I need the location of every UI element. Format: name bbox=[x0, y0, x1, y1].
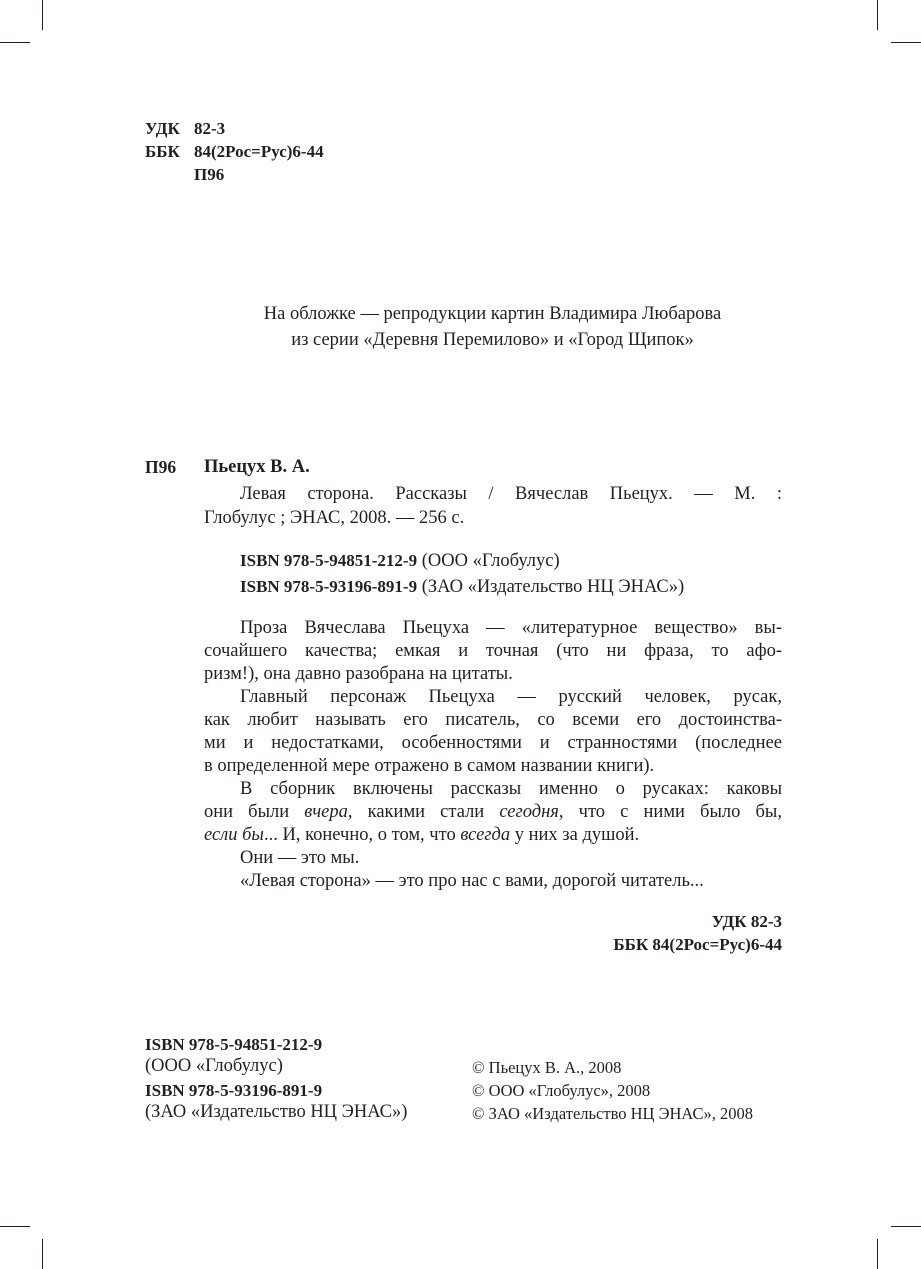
catalog-title-line-1: Левая сторона. Рассказы / Вячеслав Пьецух. — М. : bbox=[240, 484, 782, 504]
annotation-p2-line-1: Главный персонаж Пьецуха — русский человек, русак, bbox=[240, 687, 782, 707]
crop-mark-bottom-right-vertical bbox=[877, 1239, 878, 1269]
catalog-bbk: ББК 84(2Рос=Рус)6-44 bbox=[613, 935, 782, 954]
crop-mark-top-left-horizontal bbox=[0, 42, 30, 43]
catalog-mark: П96 bbox=[145, 457, 177, 477]
catalog-title-line-2: Глобулус ; ЭНАС, 2008. — 256 с. bbox=[204, 508, 465, 528]
annotation-p2-line-2: как любит называть его писатель, со всеми его достоинства- bbox=[204, 710, 782, 730]
catalog-udk: УДК 82-3 bbox=[711, 912, 782, 931]
copyright-3: © ЗАО «Издательство НЦ ЭНАС», 2008 bbox=[472, 1104, 753, 1123]
annotation-p4: Они — это мы. bbox=[240, 848, 360, 868]
isbn-2-publisher: (ЗАО «Издательство НЦ ЭНАС») bbox=[421, 577, 685, 597]
annotation-p3-line-3: если бы... И, конечно, о том, что всегда у них за душой. bbox=[204, 825, 640, 845]
imprint-isbn-1-publisher: (ООО «Глобулус) bbox=[145, 1056, 283, 1076]
crop-mark-bottom-left-vertical bbox=[42, 1239, 43, 1269]
author-mark: П96 bbox=[194, 165, 225, 184]
italic-vchera: вчера bbox=[304, 802, 348, 822]
crop-mark-top-right-vertical bbox=[877, 0, 878, 30]
italic-segodnya: сегодня bbox=[499, 802, 559, 822]
annotation-p5: «Левая сторона» — это про нас с вами, дорогой читатель... bbox=[240, 871, 704, 891]
cover-note-line-2: из серии «Деревня Перемилово» и «Город Щипок» bbox=[291, 330, 694, 350]
crop-mark-top-left-vertical bbox=[42, 0, 43, 30]
classification-codes bbox=[145, 117, 324, 186]
udk-value: 82-3 bbox=[194, 119, 226, 138]
annotation-p3-line-2: они были вчера, какими стали сегодня, что с ними было бы, bbox=[204, 802, 782, 822]
bbk-label: ББК bbox=[145, 142, 180, 161]
catalog-author: Пьецух В. А. bbox=[204, 457, 310, 477]
udk-label: УДК bbox=[145, 119, 180, 138]
crop-mark-bottom-right-horizontal bbox=[891, 1226, 921, 1227]
isbn-1-number: ISBN 978-5-94851-212-9 bbox=[240, 551, 418, 570]
copyright-1: © Пьецух В. А., 2008 bbox=[472, 1058, 622, 1077]
annotation-p2-line-4: в определенной мере отражено в самом названии книги). bbox=[204, 756, 655, 776]
annotation-p1-line-1: Проза Вячеслава Пьецуха — «литературное вещество» вы- bbox=[240, 618, 782, 638]
catalog-isbn-1 bbox=[240, 551, 560, 572]
annotation-p3-line-1: В сборник включены рассказы именно о русаках: каковы bbox=[240, 779, 782, 799]
crop-mark-top-right-horizontal bbox=[891, 42, 921, 43]
crop-mark-bottom-left-horizontal bbox=[0, 1226, 30, 1227]
italic-vsegda: всегда bbox=[460, 825, 511, 845]
catalog-isbn-2 bbox=[240, 577, 684, 598]
cover-note-line-1: На обложке — репродукции картин Владимира Любарова bbox=[263, 304, 722, 324]
annotation-p1-line-2: сочайшего качества; емкая и точная (что ни фраза, то афо- bbox=[204, 641, 782, 661]
annotation-p1-line-3: ризм!), она давно разобрана на цитаты. bbox=[204, 664, 513, 684]
copyright-2: © ООО «Глобулус», 2008 bbox=[472, 1081, 651, 1100]
annotation-p2-line-3: ми и недостатками, особенностями и странностями (последнее bbox=[204, 733, 782, 753]
imprint-isbn-2-publisher: (ЗАО «Издательство НЦ ЭНАС») bbox=[145, 1102, 408, 1122]
isbn-1-publisher: (ООО «Глобулус) bbox=[421, 551, 560, 571]
italic-esli-by: если бы bbox=[204, 825, 264, 845]
bbk-value: 84(2Рос=Рус)6-44 bbox=[194, 142, 324, 161]
imprint-isbn-2: ISBN 978-5-93196-891-9 bbox=[145, 1081, 323, 1100]
isbn-2-number: ISBN 978-5-93196-891-9 bbox=[240, 577, 418, 596]
imprint-isbn-1: ISBN 978-5-94851-212-9 bbox=[145, 1035, 323, 1054]
